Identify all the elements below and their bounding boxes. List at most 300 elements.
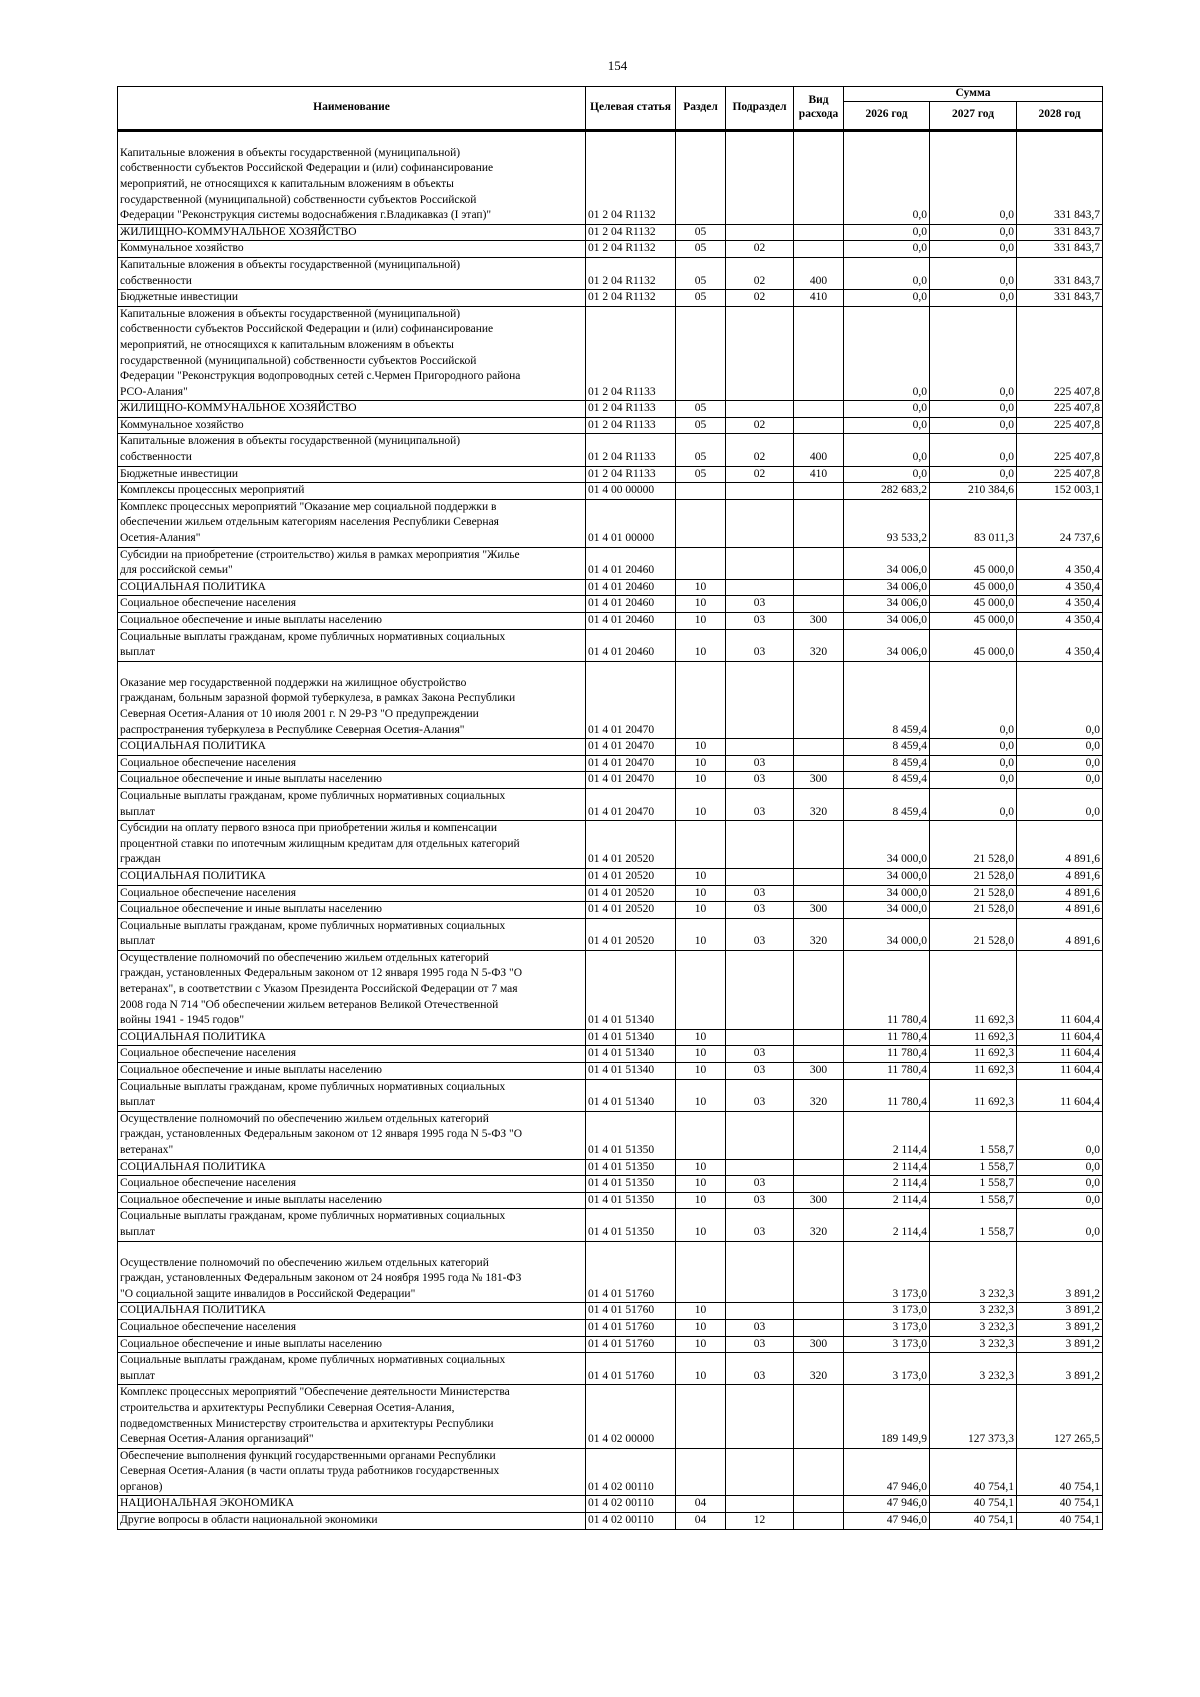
row-2026: 0,0 [844,434,930,466]
row-2027: 21 528,0 [930,902,1017,919]
row-name [118,1303,586,1320]
table-row [118,483,1103,500]
row-expense-type [794,661,844,738]
row-2026: 3 173,0 [844,1303,930,1320]
row-2028: 4 350,4 [1017,579,1103,596]
row-2027: 40 754,1 [930,1513,1017,1530]
row-name [118,788,586,820]
row-2026: 0,0 [844,130,930,224]
row-2028: 225 407,8 [1017,417,1103,434]
row-target: 01 4 01 20520 [586,918,676,950]
row-section: 10 [676,1353,726,1385]
row-name [118,868,586,885]
row-2027: 45 000,0 [930,596,1017,613]
row-2026: 3 173,0 [844,1353,930,1385]
row-2028: 11 604,4 [1017,950,1103,1029]
row-name-line: граждан, установленных Федеральным законом от 12 января 1995 года N 5-ФЗ "О [120,967,523,980]
row-subsection [726,1496,794,1513]
row-2026: 11 780,4 [844,950,930,1029]
table-row [118,1079,1103,1111]
row-name-line: Социальное обеспечение и иные выплаты населению [120,1193,382,1206]
row-2027: 0,0 [930,739,1017,756]
row-expense-type: 300 [794,772,844,789]
row-name [118,579,586,596]
row-2027: 0,0 [930,224,1017,241]
row-name [118,1448,586,1496]
row-expense-type: 300 [794,613,844,630]
row-name-line: СОЦИАЛЬНАЯ ПОЛИТИКА [120,580,266,593]
row-target: 01 4 01 20520 [586,868,676,885]
row-subsection: 02 [726,417,794,434]
row-section: 10 [676,1029,726,1046]
row-target: 01 2 04 R1133 [586,434,676,466]
row-name-line: собственности субъектов Российской Федерации и (или) софинансирование [120,162,494,175]
row-name-line: НАЦИОНАЛЬНАЯ ЭКОНОМИКА [120,1497,295,1510]
row-2026: 0,0 [844,401,930,418]
row-expense-type [794,306,844,401]
row-2028: 3 891,2 [1017,1303,1103,1320]
row-name-line: Социальное обеспечение и иные выплаты населению [120,903,382,916]
row-name-line: Социальные выплаты гражданам, кроме публичных нормативных социальных [120,1080,506,1093]
row-subsection: 03 [726,755,794,772]
table-row [118,629,1103,661]
row-name-line: Федерации "Реконструкция системы водоснабжения г.Владикавказ (I этап)" [120,209,492,222]
row-name [118,466,586,483]
row-2027: 45 000,0 [930,613,1017,630]
row-2027: 0,0 [930,772,1017,789]
row-section: 10 [676,629,726,661]
row-expense-type [794,1303,844,1320]
row-expense-type [794,1513,844,1530]
row-name [118,739,586,756]
table-row [118,306,1103,401]
row-2026: 3 173,0 [844,1241,930,1303]
row-section: 05 [676,417,726,434]
row-expense-type [794,417,844,434]
row-section: 10 [676,788,726,820]
row-name [118,1111,586,1159]
row-name-line: государственной (муниципальной) собственности субъектов Российской [120,354,477,367]
row-name-line: Социальное обеспечение населения [120,597,297,610]
row-target: 01 2 04 R1132 [586,257,676,289]
row-2027: 3 232,3 [930,1319,1017,1336]
row-expense-type [794,579,844,596]
table-row [118,257,1103,289]
table-row [118,1385,1103,1448]
row-target: 01 2 04 R1132 [586,241,676,258]
row-expense-type [794,1046,844,1063]
table-row [118,1513,1103,1530]
row-2027: 0,0 [930,755,1017,772]
row-subsection [726,483,794,500]
row-2026: 8 459,4 [844,788,930,820]
row-section: 05 [676,224,726,241]
row-name [118,434,586,466]
table-row [118,788,1103,820]
row-name-line: Социальные выплаты гражданам, кроме публичных нормативных социальных [120,789,506,802]
row-section: 10 [676,1063,726,1080]
table-row [118,1159,1103,1176]
row-name-line: "О социальной защите инвалидов в Российской Федерации" [120,1287,416,1300]
row-subsection: 03 [726,1192,794,1209]
row-subsection [726,1029,794,1046]
row-target: 01 4 01 20470 [586,661,676,738]
row-2028: 152 003,1 [1017,483,1103,500]
row-2026: 47 946,0 [844,1448,930,1496]
row-name-line: Коммунальное хозяйство [120,242,244,255]
row-name-line: выплат [120,1096,155,1109]
header-name: Наименование [118,87,586,131]
table-row [118,950,1103,1029]
row-2028: 225 407,8 [1017,306,1103,401]
row-name [118,1029,586,1046]
row-2027: 0,0 [930,466,1017,483]
row-2028: 11 604,4 [1017,1029,1103,1046]
row-subsection: 03 [726,1209,794,1241]
row-2026: 2 114,4 [844,1209,930,1241]
row-name [118,821,586,869]
row-name-line: обеспечении жильем отдельным категориям населения Республики Северная [120,516,499,529]
row-section: 05 [676,466,726,483]
table-row [118,1336,1103,1353]
header-2027: 2027 год [930,101,1017,130]
row-target: 01 2 04 R1132 [586,130,676,224]
row-target: 01 4 01 20460 [586,579,676,596]
row-expense-type [794,821,844,869]
row-expense-type [794,755,844,772]
row-2028: 331 843,7 [1017,241,1103,258]
row-2028: 4 891,6 [1017,821,1103,869]
row-expense-type: 320 [794,1079,844,1111]
row-2026: 34 000,0 [844,821,930,869]
row-subsection: 03 [726,613,794,630]
row-expense-type [794,1385,844,1448]
row-name-line: СОЦИАЛЬНАЯ ПОЛИТИКА [120,1304,266,1317]
row-2027: 0,0 [930,257,1017,289]
row-2027: 11 692,3 [930,1063,1017,1080]
row-2026: 34 000,0 [844,918,930,950]
row-2026: 0,0 [844,241,930,258]
row-name [118,1159,586,1176]
row-2028: 3 891,2 [1017,1353,1103,1385]
row-name [118,918,586,950]
row-name [118,1176,586,1193]
table-row [118,1029,1103,1046]
row-name-line: Коммунальное хозяйство [120,418,244,431]
row-name-line: Северная Осетия-Алания (в части оплаты труда работников государственных [120,1465,500,1478]
row-name-line: Социальное обеспечение и иные выплаты населению [120,1064,382,1077]
row-2028: 4 350,4 [1017,613,1103,630]
row-target: 01 4 01 20470 [586,755,676,772]
row-section [676,1448,726,1496]
row-name-line: собственности [120,451,192,464]
row-name-line: Осетия-Алания" [120,532,201,545]
row-name-line: СОЦИАЛЬНАЯ ПОЛИТИКА [120,869,266,882]
row-2026: 47 946,0 [844,1513,930,1530]
row-2026: 11 780,4 [844,1046,930,1063]
row-2028: 40 754,1 [1017,1496,1103,1513]
row-name-line: гражданам, больным заразной формой туберкулеза, в рамках Закона Республики [120,692,516,705]
row-name-line: распространения туберкулеза в Республике Северная Осетия-Алания" [120,723,465,736]
row-name [118,613,586,630]
row-2027: 45 000,0 [930,547,1017,579]
row-2028: 0,0 [1017,1192,1103,1209]
row-name [118,1385,586,1448]
row-2027: 0,0 [930,290,1017,307]
row-2028: 0,0 [1017,739,1103,756]
row-name-line: для российской семьи" [120,564,233,577]
row-name-line: РСО-Алания" [120,385,188,398]
row-2027: 11 692,3 [930,950,1017,1029]
row-2027: 40 754,1 [930,1496,1017,1513]
row-2028: 331 843,7 [1017,257,1103,289]
row-expense-type: 400 [794,257,844,289]
row-expense-type [794,1241,844,1303]
table-row [118,1448,1103,1496]
row-expense-type: 410 [794,466,844,483]
row-expense-type [794,483,844,500]
row-target: 01 2 04 R1133 [586,466,676,483]
row-subsection: 03 [726,1046,794,1063]
row-section: 10 [676,1159,726,1176]
row-target: 01 4 01 51340 [586,1046,676,1063]
row-name-line: выплат [120,1225,155,1238]
row-name-line: граждан, установленных Федеральным законом от 12 января 1995 года N 5-ФЗ "О [120,1128,523,1141]
row-subsection [726,130,794,224]
row-name-line: Субсидии на оплату первого взноса при приобретении жилья и компенсации [120,822,497,835]
row-subsection: 03 [726,885,794,902]
row-2027: 11 692,3 [930,1029,1017,1046]
row-subsection: 03 [726,918,794,950]
table-row [118,772,1103,789]
row-name-line: ЖИЛИЩНО-КОММУНАЛЬНОЕ ХОЗЯЙСТВО [120,225,357,238]
row-2028: 11 604,4 [1017,1063,1103,1080]
row-name-line: Социальные выплаты гражданам, кроме публичных нормативных социальных [120,1354,506,1367]
row-2026: 0,0 [844,306,930,401]
row-2027: 1 558,7 [930,1209,1017,1241]
row-subsection [726,821,794,869]
row-2027: 3 232,3 [930,1336,1017,1353]
row-subsection: 12 [726,1513,794,1530]
row-2027: 0,0 [930,306,1017,401]
row-section: 10 [676,1046,726,1063]
table-row [118,918,1103,950]
row-name-line: Оказание мер государственной поддержки на жилищное обустройство [120,676,467,689]
row-name [118,401,586,418]
row-section: 10 [676,1176,726,1193]
table-row [118,739,1103,756]
row-target: 01 4 01 20470 [586,788,676,820]
row-subsection [726,224,794,241]
row-expense-type [794,1111,844,1159]
header-target: Целевая статья [586,87,676,131]
row-2026: 34 006,0 [844,613,930,630]
row-expense-type [794,885,844,902]
row-name-line: Бюджетные инвестиции [120,291,239,304]
row-2028: 0,0 [1017,1176,1103,1193]
row-expense-type [794,950,844,1029]
row-2027: 3 232,3 [930,1353,1017,1385]
row-2027: 0,0 [930,241,1017,258]
row-2027: 0,0 [930,401,1017,418]
row-name-line: ветеранах", в соответствии с Указом Президента Российской Федерации от 7 мая [120,983,518,996]
row-target: 01 4 01 20470 [586,772,676,789]
row-section: 10 [676,918,726,950]
row-subsection: 03 [726,902,794,919]
row-expense-type [794,1319,844,1336]
row-expense-type: 300 [794,902,844,919]
row-expense-type: 320 [794,629,844,661]
table-row [118,1063,1103,1080]
row-name-line: Комплекс процессных мероприятий "Оказание мер социальной поддержки в [120,500,497,513]
row-name-line: войны 1941 - 1945 годов" [120,1014,245,1027]
row-2026: 11 780,4 [844,1079,930,1111]
table-row [118,1241,1103,1303]
row-2028: 4 891,6 [1017,902,1103,919]
row-expense-type [794,1029,844,1046]
row-subsection: 02 [726,241,794,258]
row-subsection [726,661,794,738]
row-2028: 3 891,2 [1017,1336,1103,1353]
row-2027: 83 011,3 [930,499,1017,547]
row-subsection [726,547,794,579]
header-2028: 2028 год [1017,101,1103,130]
row-target: 01 4 01 51350 [586,1209,676,1241]
row-2028: 331 843,7 [1017,290,1103,307]
table-header [118,87,1103,131]
row-target: 01 4 01 20460 [586,547,676,579]
row-name-line: Социальное обеспечение и иные выплаты населению [120,773,382,786]
row-section [676,483,726,500]
row-name [118,130,586,224]
row-name-line: Социальное обеспечение населения [120,1320,297,1333]
row-section: 04 [676,1496,726,1513]
row-target: 01 4 02 00000 [586,1385,676,1448]
row-name-line: Бюджетные инвестиции [120,467,239,480]
row-subsection [726,1159,794,1176]
row-name-line: строительства и архитектуры Республики Северная Осетия-Алания, [120,1401,455,1414]
row-2026: 3 173,0 [844,1336,930,1353]
row-2027: 45 000,0 [930,629,1017,661]
table-row [118,401,1103,418]
table-row [118,755,1103,772]
row-2028: 0,0 [1017,661,1103,738]
row-section [676,821,726,869]
row-name-line: Социальное обеспечение населения [120,1177,297,1190]
row-name-line: выплат [120,646,155,659]
row-name-line: Капитальные вложения в объекты государственной (муниципальной) [120,146,461,159]
row-2027: 127 373,3 [930,1385,1017,1448]
row-2026: 282 683,2 [844,483,930,500]
row-section: 04 [676,1513,726,1530]
row-section [676,547,726,579]
row-2026: 2 114,4 [844,1192,930,1209]
row-expense-type [794,224,844,241]
row-subsection: 03 [726,629,794,661]
row-subsection [726,306,794,401]
row-name-line: Социальные выплаты гражданам, кроме публичных нормативных социальных [120,630,506,643]
row-subsection: 03 [726,1353,794,1385]
row-target: 01 4 01 20520 [586,885,676,902]
row-name [118,1336,586,1353]
row-expense-type [794,547,844,579]
header-expense-type: Вид расхода [794,87,844,131]
row-expense-type [794,596,844,613]
row-subsection: 03 [726,788,794,820]
table-row [118,868,1103,885]
row-2026: 8 459,4 [844,772,930,789]
row-name-line: Другие вопросы в области национальной экономики [120,1514,378,1527]
row-2026: 34 006,0 [844,629,930,661]
row-section: 10 [676,902,726,919]
row-2028: 4 350,4 [1017,596,1103,613]
row-2028: 0,0 [1017,788,1103,820]
row-name [118,1496,586,1513]
table-row [118,1496,1103,1513]
row-section: 10 [676,1303,726,1320]
row-2028: 4 891,6 [1017,918,1103,950]
row-name [118,1079,586,1111]
row-name-line: Субсидии на приобретение (строительство) жилья в рамках мероприятия "Жилье [120,548,520,561]
row-2026: 34 006,0 [844,596,930,613]
row-2027: 0,0 [930,434,1017,466]
row-name [118,417,586,434]
row-2028: 331 843,7 [1017,130,1103,224]
row-expense-type [794,401,844,418]
row-2028: 0,0 [1017,755,1103,772]
row-name-line: Капитальные вложения в объекты государственной (муниципальной) [120,307,461,320]
row-target: 01 4 01 51350 [586,1192,676,1209]
table-row [118,613,1103,630]
row-name [118,1209,586,1241]
table-row [118,885,1103,902]
row-subsection [726,868,794,885]
row-2027: 3 232,3 [930,1241,1017,1303]
table-row [118,130,1103,224]
row-expense-type [794,499,844,547]
row-2026: 0,0 [844,290,930,307]
row-target: 01 4 01 20460 [586,596,676,613]
row-section: 10 [676,1336,726,1353]
row-subsection [726,579,794,596]
row-2026: 34 000,0 [844,868,930,885]
row-name-line: Обеспечение выполнения функций государственными органами Республики [120,1449,496,1462]
row-name-line: Социальное обеспечение и иные выплаты населению [120,614,382,627]
table-row [118,579,1103,596]
row-section: 05 [676,241,726,258]
row-name-line: Осуществление полномочий по обеспечению жильем отдельных категорий [120,1112,489,1125]
row-subsection: 03 [726,1319,794,1336]
row-2028: 40 754,1 [1017,1448,1103,1496]
row-2027: 1 558,7 [930,1176,1017,1193]
row-name-line: граждан, установленных Федеральным законом от 24 ноября 1995 года № 181-ФЗ [120,1272,522,1285]
row-section: 05 [676,401,726,418]
row-target: 01 4 00 00000 [586,483,676,500]
table-row [118,1209,1103,1241]
row-2027: 210 384,6 [930,483,1017,500]
row-section: 10 [676,1079,726,1111]
table-row [118,417,1103,434]
row-name [118,241,586,258]
row-2027: 0,0 [930,417,1017,434]
row-name-line: Капитальные вложения в объекты государственной (муниципальной) [120,435,461,448]
row-name-line: мероприятий, не относящихся к капитальным вложениям в объекты [120,177,454,190]
row-name [118,902,586,919]
row-2026: 2 114,4 [844,1159,930,1176]
row-expense-type [794,1496,844,1513]
row-name-line: мероприятий, не относящихся к капитальным вложениям в объекты [120,338,454,351]
row-section [676,1385,726,1448]
